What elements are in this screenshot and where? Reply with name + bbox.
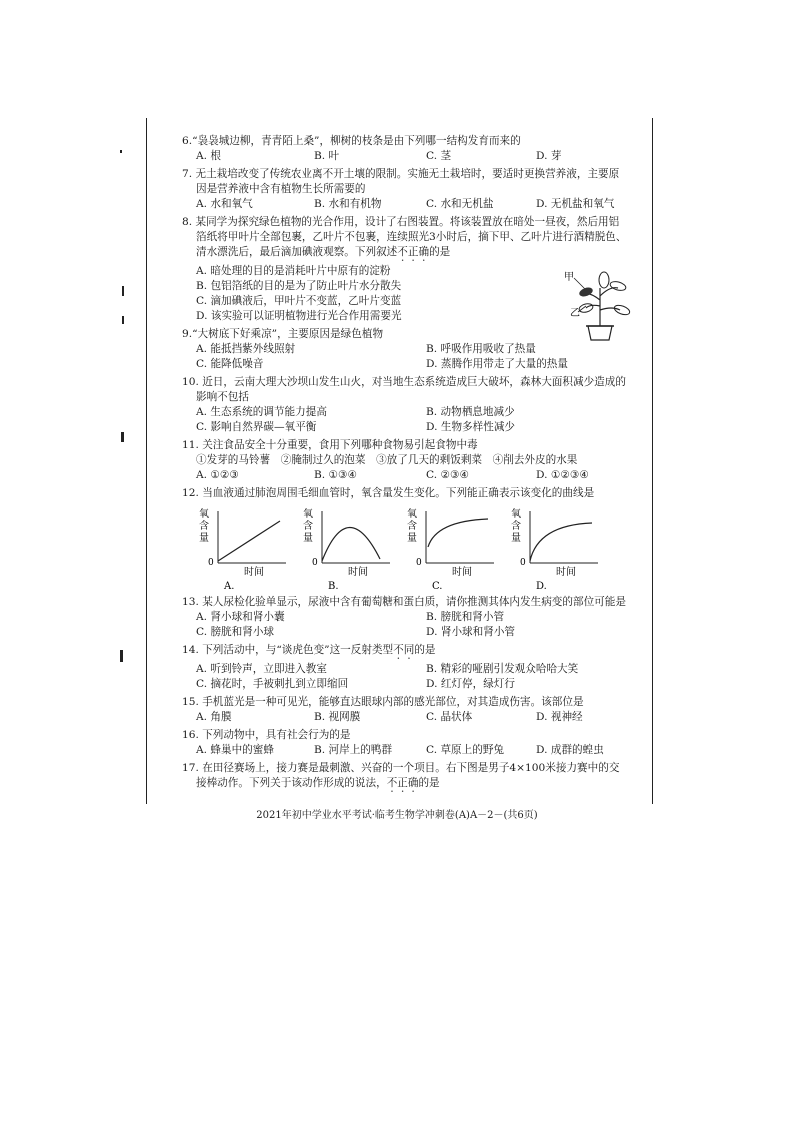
- svg-text:量: 量: [303, 533, 313, 544]
- binding-mark: [120, 650, 123, 662]
- option-c: C. 摘花时，手被刺扎到立即缩回: [196, 678, 349, 690]
- svg-text:氧: 氧: [199, 509, 209, 520]
- graph-option-d: [508, 503, 608, 591]
- option-b: B. 动物栖息地减少: [426, 406, 515, 418]
- option-a: A. 蜂巢中的蜜蜂: [196, 744, 274, 756]
- option-c: C. 晶状体: [426, 711, 473, 723]
- option-b: B. 河岸上的鸭群: [314, 744, 393, 756]
- stem-text: 清水漂洗后，最后滴加碘液观察。下列叙述: [196, 246, 398, 258]
- question-10: [182, 375, 642, 435]
- option-c: C. 茎: [426, 150, 452, 162]
- curve-a: [218, 521, 280, 561]
- option-d: D. 芽: [536, 150, 562, 162]
- question-stem: [182, 643, 642, 662]
- svg-text:氧: 氧: [303, 509, 313, 520]
- question-12: [182, 486, 642, 591]
- question-stem: 10. 近日，云南大理大沙坝山发生山火，对当地生态系统造成巨大破坏，森林大面积减少造成的: [182, 376, 626, 388]
- stem-text: 接棒动作。下列关于该动作形成的说法，: [196, 777, 387, 789]
- question-stem-cont: 箔纸将甲叶片全部包裹，乙叶片不包裹，连续照光3小时后，摘下甲、乙叶片进行酒精脱色、: [196, 231, 627, 243]
- label-jia: 甲: [564, 272, 574, 283]
- emphasis-text: 不正确: [397, 246, 430, 258]
- option-b: B. 叶: [314, 150, 340, 162]
- graph-option-b: [300, 503, 400, 591]
- question-stem: 9.“大树底下好乘凉”，主要原因是绿色植物: [182, 328, 384, 340]
- option-c: C. 草原上的野兔: [426, 744, 505, 756]
- svg-text:量: 量: [199, 533, 209, 544]
- emphasis-text: 不同: [393, 644, 415, 656]
- svg-text:0: 0: [312, 558, 318, 568]
- option-d: D. 该实验可以证明植物进行光合作用需要光: [196, 310, 402, 322]
- option-b: B. 膀胱和肾小管: [426, 611, 505, 623]
- svg-text:含: 含: [199, 521, 209, 532]
- svg-text:0: 0: [416, 558, 422, 568]
- question-stem: 15. 手机蓝光是一种可见光，能够直达眼球内部的感光部位，对其造成伤害。该部位是: [182, 696, 584, 708]
- svg-text:A.: A.: [224, 581, 235, 591]
- option-a: A. ①②③: [196, 469, 239, 481]
- question-stem: 7. 无土栽培改变了传统农业离不开土壤的限制。实施无土栽培时，要适时更换营养液，主要原: [182, 168, 620, 180]
- question-9: [182, 327, 642, 372]
- svg-text:含: 含: [511, 521, 521, 532]
- option-d: D. 生物多样性减少: [426, 421, 516, 433]
- graph-option-a: [196, 503, 296, 591]
- curve-d: [530, 523, 592, 561]
- question-stem: 17. 在田径赛场上，接力赛是最刺激、兴奋的一个项目。右下图是男子4×100米接力赛中的交: [182, 762, 620, 774]
- binding-mark: [122, 316, 124, 324]
- binding-mark: [122, 286, 124, 296]
- option-a: A. 角膜: [196, 711, 232, 723]
- curve-c: [428, 519, 488, 547]
- question-stem-cont: 影响不包括: [196, 391, 249, 403]
- option-c: C. 滴加碘液后，甲叶片不变蓝，乙叶片变蓝: [196, 295, 402, 307]
- option-a: A. 肾小球和肾小囊: [196, 611, 285, 623]
- option-b: B. 呼吸作用吸收了热量: [426, 343, 536, 355]
- option-d: D. ①②③④: [536, 469, 589, 481]
- option-a: A. 水和氧气: [196, 198, 253, 210]
- question-17: [182, 761, 642, 795]
- svg-text:时间: 时间: [452, 567, 472, 578]
- stem-text: 的是: [429, 246, 451, 258]
- curve-b: [322, 527, 380, 561]
- question-7: [182, 167, 642, 212]
- svg-text:D.: D.: [536, 581, 547, 591]
- item-list: ①发芽的马铃薯 ②腌制过久的泡菜 ③放了几天的剩饭剩菜 ④削去外皮的水果: [196, 454, 578, 466]
- question-stem: 8. 某同学为探究绿色植物的光合作用，设计了右图装置。将该装置放在暗处一昼夜，然后用铝: [182, 216, 620, 228]
- option-d: D. 蒸腾作用带走了大量的热量: [426, 358, 568, 370]
- option-a: A. 根: [196, 150, 221, 162]
- question-6: [182, 134, 642, 164]
- svg-text:时间: 时间: [348, 567, 368, 578]
- svg-text:含: 含: [303, 521, 313, 532]
- option-b: B. 精彩的哑剧引发观众哈哈大笑: [426, 663, 579, 675]
- question-stem: 13. 某人尿检化验单显示，尿液中含有葡萄糖和蛋白质，请你推测其体内发生病变的部位可能是: [182, 596, 626, 608]
- svg-text:C.: C.: [432, 581, 443, 591]
- question-stem: 11. 关注食品安全十分重要，食用下列哪种食物易引起食物中毒: [182, 439, 478, 451]
- question-13: [182, 595, 642, 640]
- question-stem-cont: [182, 776, 642, 795]
- question-11: [182, 438, 642, 483]
- graph-option-c: [404, 503, 504, 591]
- question-16: [182, 728, 642, 758]
- graph-options: [182, 503, 642, 591]
- question-stem: 6.“袅袅城边柳，青青陌上桑”，柳树的枝条是由下列哪一结构发育而来的: [182, 135, 521, 147]
- svg-text:时间: 时间: [556, 567, 576, 578]
- option-c: C. 影响自然界碳—氧平衡: [196, 421, 317, 433]
- question-block: [182, 134, 642, 795]
- binding-mark: [120, 150, 122, 153]
- option-a: A. 暗处理的目的是消耗叶片中原有的淀粉: [196, 265, 391, 277]
- left-margin-line: [146, 118, 147, 804]
- binding-mark: [121, 432, 124, 442]
- svg-text:0: 0: [208, 558, 214, 568]
- svg-text:含: 含: [407, 521, 417, 532]
- svg-text:氧: 氧: [511, 509, 521, 520]
- option-c: C. 能降低噪音: [196, 358, 264, 370]
- stem-text: 的是: [414, 644, 436, 656]
- option-b: B. 包铝箔纸的目的是为了防止叶片水分散失: [196, 280, 402, 292]
- option-b: B. 水和有机物: [314, 198, 382, 210]
- option-a: A. 能抵挡紫外线照射: [196, 343, 296, 355]
- question-stem: 16. 下列动物中，具有社会行为的是: [182, 729, 351, 741]
- option-a: A. 听到铃声，立即进入教室: [196, 663, 327, 675]
- option-d: D. 成群的蝗虫: [536, 744, 604, 756]
- svg-text:量: 量: [511, 533, 521, 544]
- option-b: B. ①③④: [314, 469, 358, 481]
- right-margin-line: [652, 118, 653, 804]
- svg-text:氧: 氧: [407, 509, 417, 520]
- option-d: D. 无机盐和氧气: [536, 198, 615, 210]
- emphasis-text: 不正确: [386, 777, 419, 789]
- stem-text: 14. 下列活动中，与“谈虎色变”这一反射类型: [182, 644, 394, 656]
- svg-text:B.: B.: [328, 581, 339, 591]
- option-a: A. 生态系统的调节能力提高: [196, 406, 327, 418]
- option-c: C. 膀胱和肾小球: [196, 626, 275, 638]
- stem-text: 的是: [418, 777, 440, 789]
- question-15: [182, 695, 642, 725]
- svg-text:0: 0: [520, 558, 526, 568]
- question-8: [182, 215, 642, 324]
- label-yi: 乙: [570, 308, 580, 319]
- option-d: D. 视神经: [536, 711, 583, 723]
- svg-text:量: 量: [407, 533, 417, 544]
- page-footer: 2021年初中学业水平考试·临考生物学冲刺卷(A)A－2－(共6页): [256, 810, 538, 821]
- option-d: D. 肾小球和肾小管: [426, 626, 516, 638]
- option-b: B. 视网膜: [314, 711, 361, 723]
- question-stem-cont: 因是营养液中含有植物生长所需要的: [196, 183, 366, 195]
- svg-text:时间: 时间: [244, 567, 264, 578]
- option-d: D. 红灯停，绿灯行: [426, 678, 516, 690]
- question-stem-cont: [182, 245, 642, 264]
- question-stem: 12. 当血液通过肺泡周围毛细血管时，氧含量发生变化。下列能正确表示该变化的曲线是: [182, 487, 595, 499]
- question-14: [182, 643, 642, 692]
- option-c: C. 水和无机盐: [426, 198, 494, 210]
- option-c: C. ②③④: [426, 469, 469, 481]
